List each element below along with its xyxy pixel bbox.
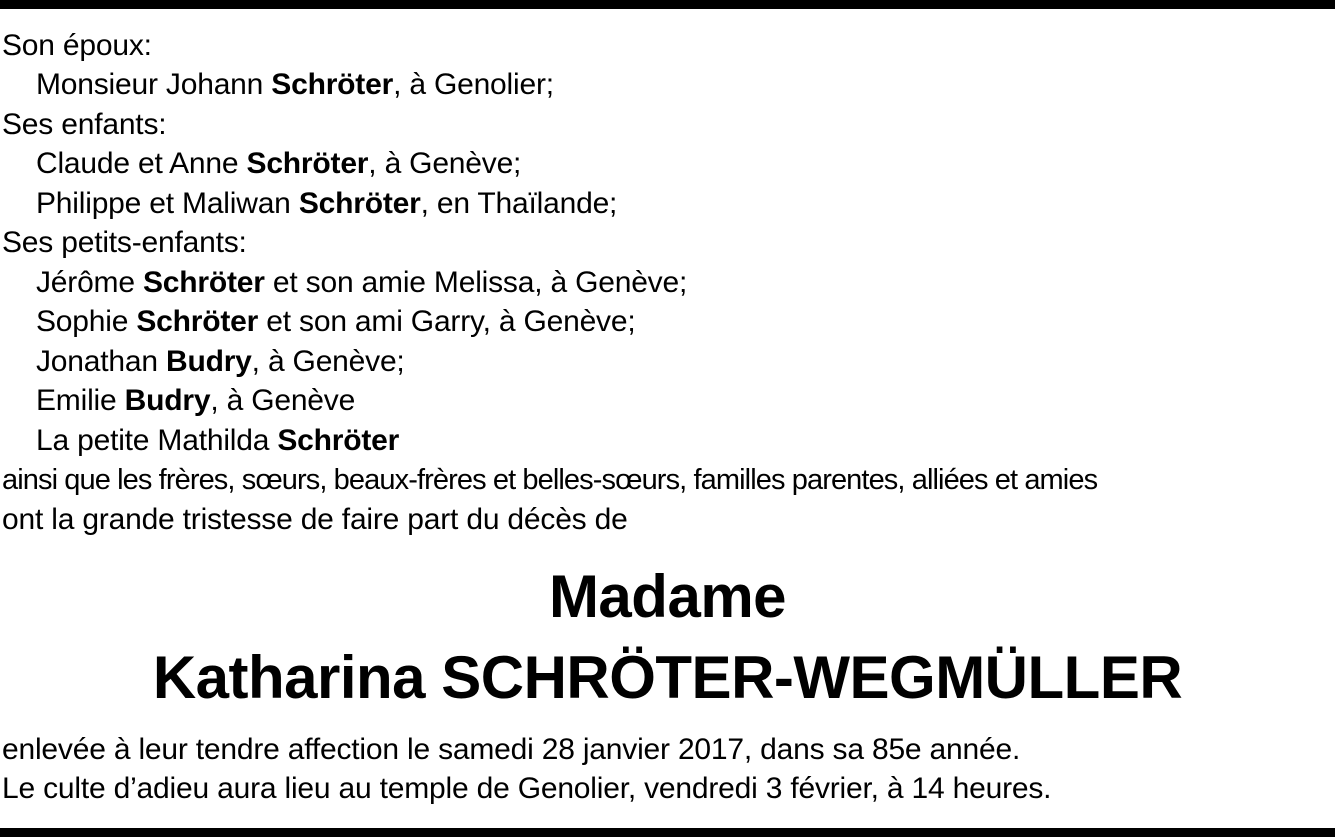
top-rule [0,0,1335,9]
bottom-rule [0,828,1335,837]
text: , à Genolier; [393,68,554,101]
family-entry-jonathan [36,342,405,382]
deceased-salutation: Madame [548,563,787,630]
closing-passing-date: enlevée à leur tendre affection le samedi 28 janvier 2017, dans sa 85e année. [2,733,1021,766]
family-entry-sophie [36,302,635,342]
heading-spouse [2,26,152,66]
surname: Schröter [277,424,400,457]
text: , à Genève; [251,345,405,378]
text: , en Thaïlande; [420,187,618,220]
text: Claude et Anne [36,147,247,180]
text: Monsieur Johann [36,68,272,101]
text: Philippe et Maliwan [36,187,299,220]
text: Emilie [36,384,125,417]
text: et son ami Garry, à Genève; [258,305,636,338]
surname: Budry [124,384,211,417]
text: Sophie [36,305,137,338]
text: Ses petits-enfants: [2,226,247,259]
text: Jonathan [36,345,166,378]
deceased-name: Katharina SCHRÖTER-WEGMÜLLER [152,644,1183,711]
heading-children [2,105,166,145]
text: La petite Mathilda [36,424,278,457]
family-entry-mathilda [36,421,399,461]
text: ainsi que les frères, sœurs, beaux-frères et belles-sœurs, familles parentes, alliées et amies [2,464,1098,496]
text: Jérôme [36,266,143,299]
announcement-line [2,500,628,540]
surname: Schröter [136,305,259,338]
closing-service-info: Le culte d’adieu aura lieu au temple de Genolier, vendredi 3 février, à 14 heures. [2,772,1052,805]
text: , à Genève [210,384,356,417]
family-entry-philippe-maliwan [36,184,617,224]
text: ont la grande tristesse de faire part du décès de [2,503,628,536]
family-entry-jerome [36,263,687,303]
heading-grandchildren [2,223,247,263]
family-entry-emilie [36,381,355,421]
surname: Schröter [142,266,265,299]
text: Son époux: [2,29,152,62]
text: Ses enfants: [2,108,167,141]
surname: Schröter [246,147,369,180]
family-entry-claude-anne [36,144,521,184]
surname: Schröter [298,187,421,220]
surname: Schröter [271,68,394,101]
family-entry-johann [36,65,554,105]
text: , à Genève; [368,147,522,180]
extended-family-line [2,460,1097,500]
surname: Budry [165,345,252,378]
text: et son amie Melissa, à Genève; [264,266,688,299]
